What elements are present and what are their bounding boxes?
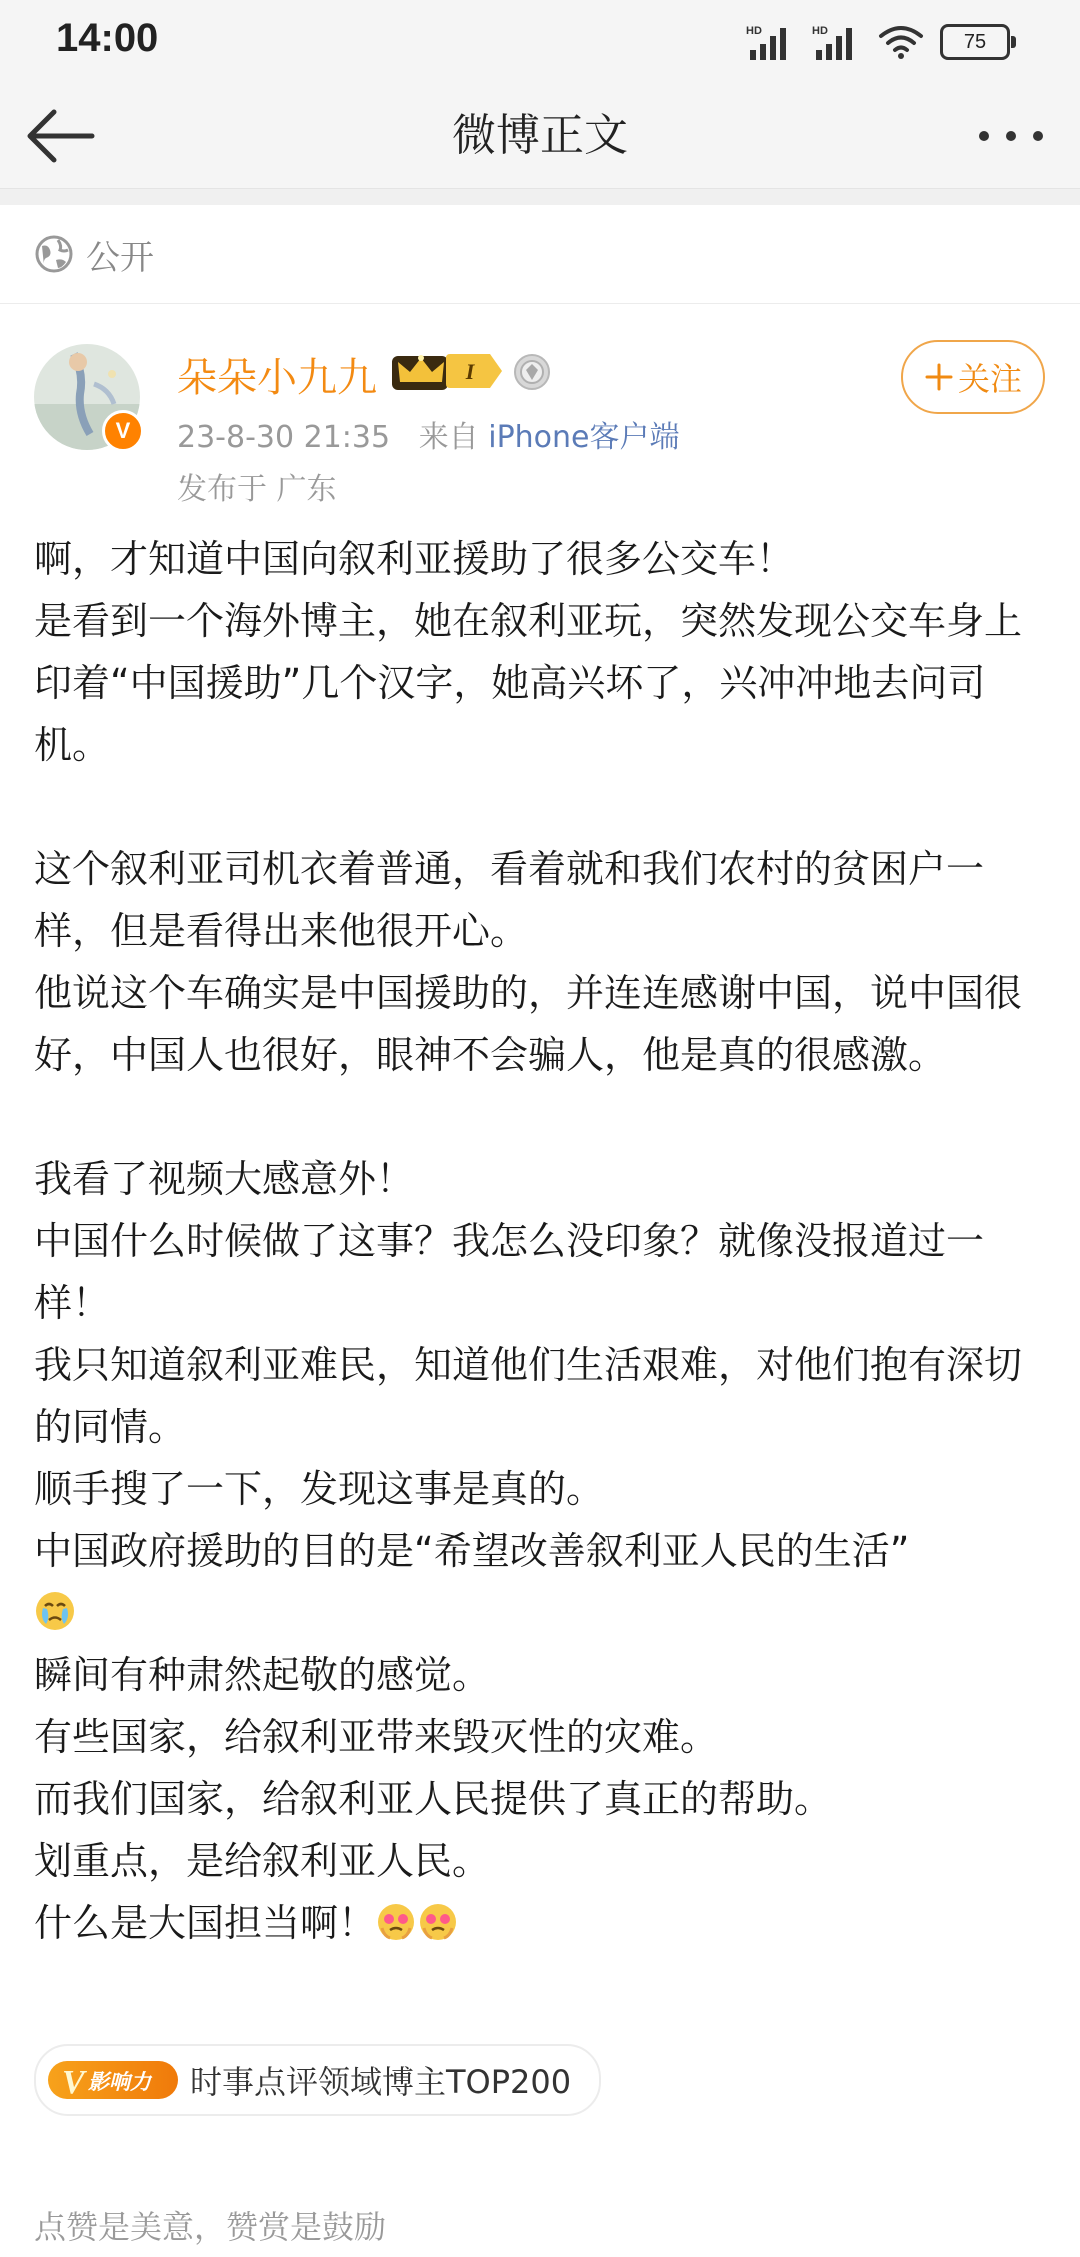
visibility-row [0,205,1080,304]
author-name[interactable]: 朵朵小九九 [177,355,377,401]
post-source-link[interactable]: iPhone客户端 [488,420,680,455]
avatar[interactable] [34,344,140,450]
post-paragraph: 是看到一个海外博主，她在叙利亚玩，突然发现公交车身上印着“中国援助”几个汉字，她高兴坏了，兴冲冲地去问司机。 [34,599,1023,767]
post-paragraph: 有些国家，给叙利亚带来毁灭性的灾难。 [34,1715,719,1759]
influence-badge[interactable] [34,2044,601,2116]
post-paragraph: 什么是大国担当啊！ [34,1901,377,1945]
post-paragraph: 他说这个车确实是中国援助的，并连连感谢中国，说中国很好，中国人也很好，眼神不会骗人，他是真的很感激。 [34,971,1023,1077]
post-paragraph: 我看了视频大感意外！ [34,1157,415,1201]
status-bar [0,0,1080,84]
signal-hd-1-icon [746,22,796,62]
influence-logo-text: 影响力 [88,2070,151,2094]
blank-line [34,1086,1044,1148]
page-title: 微博正文 [452,110,628,161]
verified-badge: V [102,410,144,452]
svg-text:HD: HD [812,25,828,37]
plus-icon [924,362,954,392]
influence-text: 时事点评领域博主TOP200 [190,2063,572,2101]
post-paragraph: 这个叙利亚司机衣着普通，看着就和我们农村的贫困户一样，但是看得出来他很开心。 [34,847,985,953]
touched-face-icon [376,1902,416,1942]
emoji-line [34,1582,1044,1644]
post-paragraph: 而我们国家，给叙利亚人民提供了真正的帮助。 [34,1777,833,1821]
visibility-label: 公开 [86,237,154,278]
post-paragraph: 顺手搜了一下，发现这事是真的。 [34,1467,605,1511]
influence-logo-letter: V [62,2064,85,2101]
post-paragraph: 中国政府援助的目的是“希望改善叙利亚人民的生活” [34,1529,910,1573]
status-icons [746,20,1010,64]
post-paragraph: 啊，才知道中国向叙利亚援助了很多公交车！ [34,537,795,581]
follow-label: 关注 [957,360,1022,398]
level-badge-icon[interactable] [446,354,502,388]
section-divider [0,189,1080,205]
battery-level: 75 [963,31,987,53]
nav-bar [0,84,1080,189]
influence-logo-icon [48,2057,178,2103]
level-badge-text: I [465,359,475,384]
post-last-line [34,1892,1044,1954]
touched-face-icon [418,1902,458,1942]
post-paragraph: 我只知道叙利亚难民，知道他们生活艰难，对他们抱有深切的同情。 [34,1343,1023,1449]
status-time: 14:00 [56,16,159,60]
wifi-icon [878,24,924,60]
post-meta [177,412,680,456]
post-source-prefix: 来自 [418,420,479,455]
battery-icon [940,24,1010,60]
blank-line [34,776,1044,838]
globe-icon [34,234,74,274]
post-paragraph: 中国什么时候做了这事？我怎么没印象？就像没报道过一样！ [34,1219,985,1325]
svg-text:HD: HD [746,25,762,37]
post-paragraph: 瞬间有种肃然起敬的感觉。 [34,1653,491,1697]
crying-face-icon [34,1590,76,1632]
signal-hd-2-icon [812,22,862,62]
medal-icon[interactable] [512,350,552,392]
vip-crown-icon[interactable] [390,348,452,394]
post-body [34,528,1044,1954]
post-timestamp: 23-8-30 21:35 [177,420,391,455]
back-arrow-icon[interactable] [22,106,102,166]
post-location: 发布于 广东 [177,472,337,507]
follow-button[interactable] [901,340,1045,414]
post-paragraph: 划重点，是给叙利亚人民。 [34,1839,491,1883]
reward-hint: 点赞是美意，赞赏是鼓励 [34,2208,387,2246]
more-options-icon[interactable] [976,118,1046,154]
